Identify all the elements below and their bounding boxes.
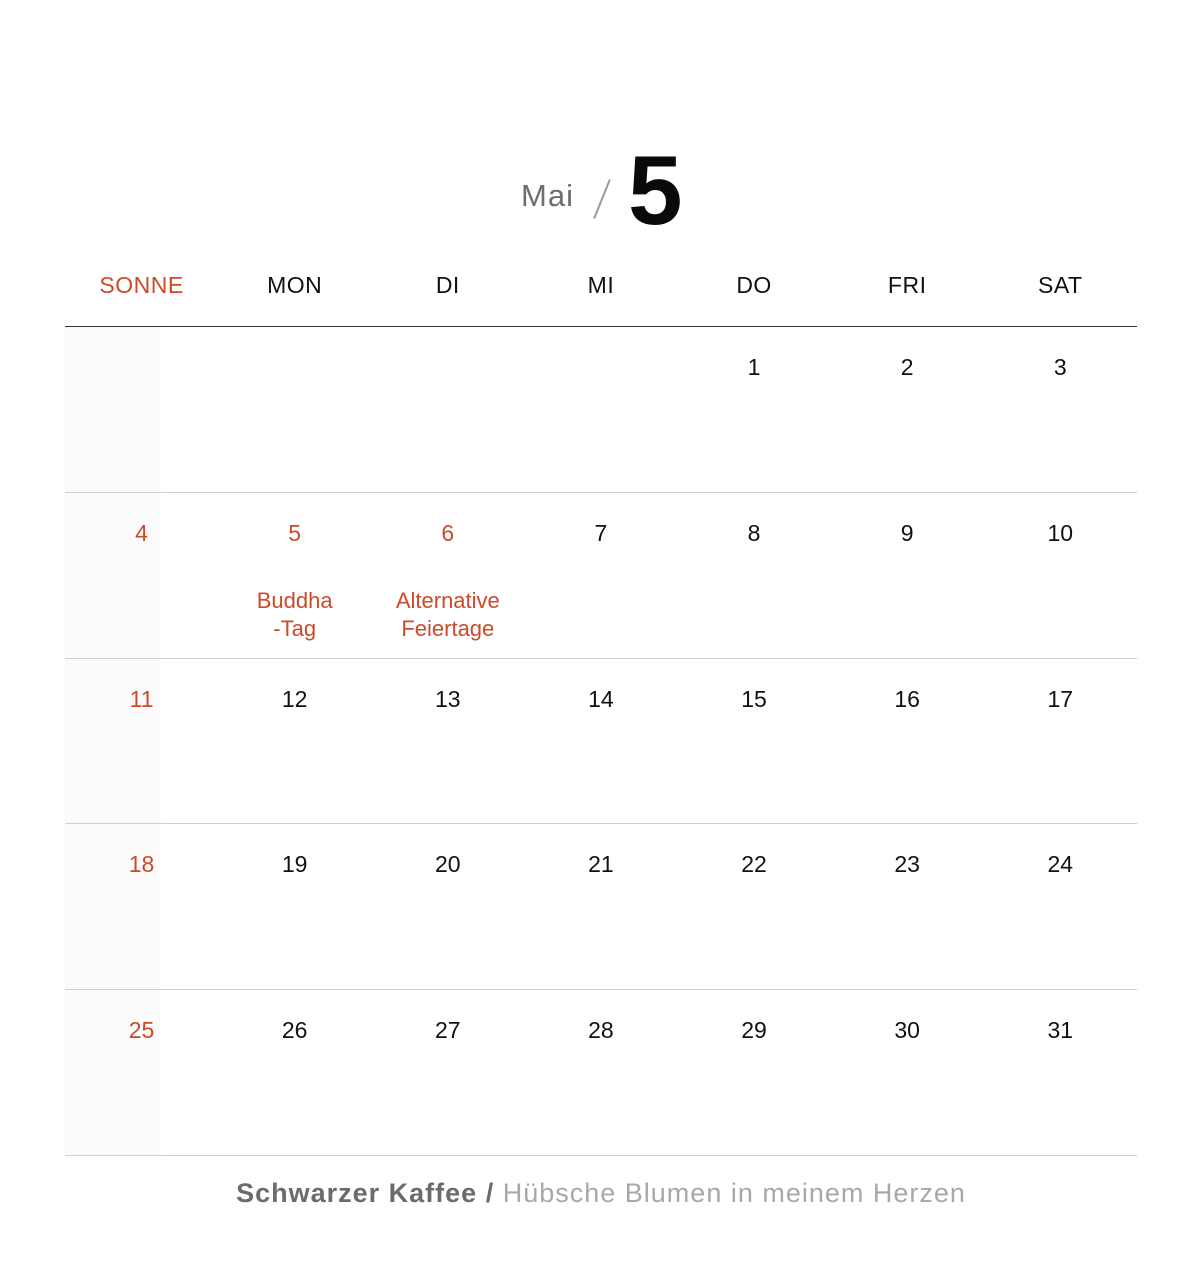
day-cell xyxy=(984,990,1137,1155)
weekday-monday: MON xyxy=(267,272,323,298)
day-number: 17 xyxy=(1047,685,1074,712)
weekday-tuesday: DI xyxy=(435,272,460,298)
day-number: 20 xyxy=(435,851,461,878)
day-cell xyxy=(371,990,524,1155)
weekday-saturday: SAT xyxy=(1038,272,1083,298)
day-cell xyxy=(218,824,371,989)
empty-day-cell xyxy=(371,327,524,492)
day-cell xyxy=(65,824,218,989)
day-cell xyxy=(524,824,677,989)
weekday-wednesday: MI xyxy=(587,272,615,298)
day-cell xyxy=(218,659,371,824)
week-row xyxy=(65,327,1137,493)
day-cell xyxy=(65,493,218,658)
calendar-grid xyxy=(65,327,1137,1156)
day-cell xyxy=(678,824,831,989)
week-row xyxy=(65,659,1137,825)
day-cell xyxy=(371,824,524,989)
day-number: 23 xyxy=(894,851,920,878)
day-number: 6 xyxy=(441,519,455,546)
calendar-header xyxy=(0,135,1202,245)
day-cell xyxy=(984,327,1137,492)
day-cell xyxy=(831,327,984,492)
holiday-label: Alternative Feiertage xyxy=(395,587,500,641)
empty-day-cell xyxy=(524,327,677,492)
month-number: 5 xyxy=(628,135,683,245)
weekday-header-row xyxy=(65,272,1137,312)
empty-day-cell xyxy=(65,327,218,492)
day-number: 29 xyxy=(741,1017,767,1044)
day-number: 27 xyxy=(435,1017,461,1044)
day-cell xyxy=(831,493,984,658)
footer-separator: / xyxy=(485,1178,495,1208)
day-cell xyxy=(524,493,677,658)
day-number: 31 xyxy=(1047,1017,1074,1044)
footer-title: Schwarzer Kaffee xyxy=(236,1178,478,1208)
week-row xyxy=(65,990,1137,1156)
day-number: 28 xyxy=(588,1017,614,1044)
day-cell xyxy=(371,659,524,824)
day-number: 9 xyxy=(900,519,914,546)
day-cell xyxy=(218,493,371,658)
week-row xyxy=(65,824,1137,990)
day-cell xyxy=(831,990,984,1155)
day-number: 1 xyxy=(747,354,761,380)
day-cell xyxy=(678,990,831,1155)
day-cell xyxy=(678,327,831,492)
weekday-sunday: SONNE xyxy=(99,272,184,298)
day-cell xyxy=(984,824,1137,989)
day-number: 4 xyxy=(135,519,148,546)
title-slash-divider xyxy=(593,179,611,219)
day-number: 11 xyxy=(129,685,154,712)
empty-day-cell xyxy=(218,327,371,492)
day-number: 25 xyxy=(128,1017,155,1044)
day-cell xyxy=(678,493,831,658)
day-cell xyxy=(678,659,831,824)
day-number: 5 xyxy=(288,519,302,546)
day-cell xyxy=(371,493,524,658)
month-name: Mai xyxy=(521,178,574,213)
holiday-label: Buddha -Tag xyxy=(256,587,333,641)
day-number: 7 xyxy=(594,519,608,546)
day-number: 15 xyxy=(741,685,767,712)
day-number: 18 xyxy=(128,851,155,878)
day-number: 22 xyxy=(741,851,767,878)
day-number: 30 xyxy=(894,1017,920,1044)
weekday-thursday: DO xyxy=(736,272,772,298)
day-cell xyxy=(831,659,984,824)
day-cell xyxy=(65,659,218,824)
day-cell xyxy=(65,990,218,1155)
week-row xyxy=(65,493,1137,659)
day-number: 3 xyxy=(1053,354,1067,380)
day-cell xyxy=(984,659,1137,824)
day-number: 16 xyxy=(894,685,920,712)
day-cell xyxy=(524,659,677,824)
day-number: 19 xyxy=(281,851,308,878)
day-cell xyxy=(524,990,677,1155)
day-cell xyxy=(984,493,1137,658)
day-number: 10 xyxy=(1047,519,1074,546)
day-number: 13 xyxy=(435,685,461,712)
day-number: 26 xyxy=(281,1017,308,1044)
day-number: 8 xyxy=(747,519,761,546)
day-number: 12 xyxy=(281,685,308,712)
day-cell xyxy=(218,990,371,1155)
day-cell xyxy=(831,824,984,989)
footer-caption xyxy=(0,1178,1202,1209)
footer-subtitle: Hübsche Blumen in meinem Herzen xyxy=(502,1178,966,1208)
day-number: 24 xyxy=(1047,851,1074,878)
weekday-friday: FRI xyxy=(887,272,927,298)
day-number: 2 xyxy=(900,354,914,380)
day-number: 14 xyxy=(588,685,614,712)
day-number: 21 xyxy=(588,851,614,878)
